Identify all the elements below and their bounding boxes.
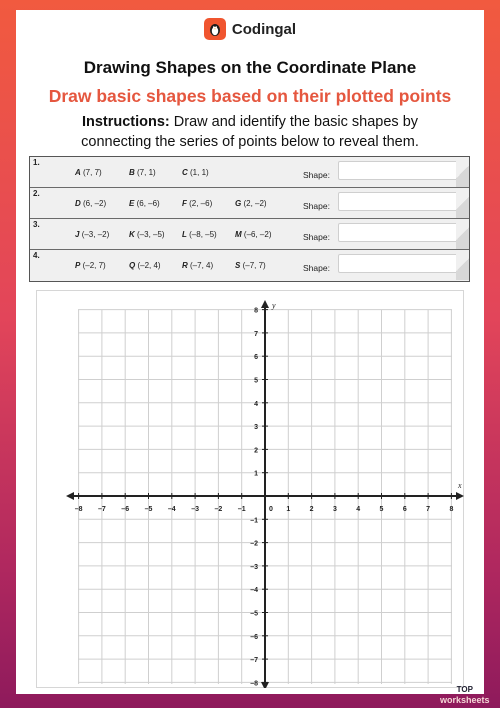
point-label <box>75 168 102 177</box>
point-coords: (–2, 4) <box>137 261 161 270</box>
point-coords: (7, 1) <box>137 168 156 177</box>
y-tick-label: –4 <box>250 587 258 595</box>
instructions-label: Instructions: <box>81 114 170 130</box>
x-tick-label: 0 <box>269 506 273 513</box>
point-label <box>235 199 267 208</box>
shape-label: Shape: <box>303 232 330 242</box>
y-tick-label: –1 <box>250 517 258 525</box>
point-label <box>182 261 213 270</box>
shape-answer-field[interactable] <box>338 223 462 242</box>
y-tick-label: 5 <box>254 377 258 385</box>
shape-answer-field[interactable] <box>338 192 462 211</box>
point-label <box>182 230 217 239</box>
point-name: R <box>182 261 188 270</box>
point-name: L <box>182 230 187 239</box>
topworksheets-logo <box>440 685 490 705</box>
y-tick-label: –2 <box>250 540 258 548</box>
table-row <box>30 188 469 219</box>
instructions-text: Draw and identify the basic shapes by connecting the series of points below to reveal them. <box>81 114 419 150</box>
point-coords: (7, 7) <box>83 168 102 177</box>
point-coords: (2, –6) <box>189 199 213 208</box>
point-name: D <box>75 199 81 208</box>
shape-label: Shape: <box>303 263 330 273</box>
row-number: 2. <box>33 189 40 198</box>
point-name: J <box>75 230 80 239</box>
point-coords: (–7, 7) <box>242 261 266 270</box>
point-name: A <box>75 168 81 177</box>
point-label <box>75 199 106 208</box>
x-tick-label: 7 <box>426 506 431 513</box>
y-tick-label: –3 <box>250 563 258 571</box>
y-tick-label: –8 <box>250 680 258 688</box>
x-tick-label: –7 <box>98 506 106 513</box>
point-label <box>75 230 109 239</box>
table-row <box>30 157 469 188</box>
point-label <box>235 230 271 239</box>
row-corner-decoration <box>456 219 469 249</box>
point-coords: (–6, –2) <box>243 230 272 239</box>
y-tick-label: 2 <box>254 447 258 455</box>
penguin-logo-icon <box>204 18 226 40</box>
row-corner-decoration <box>456 250 469 280</box>
point-label <box>235 261 266 270</box>
shape-answer-field[interactable] <box>338 254 462 273</box>
point-name: B <box>129 168 135 177</box>
x-tick-label: –3 <box>191 506 199 513</box>
x-tick-label: 5 <box>379 506 384 513</box>
y-tick-label: 8 <box>254 307 258 315</box>
brand-name: Codingal <box>231 20 297 38</box>
point-name: F <box>182 199 187 208</box>
point-name: E <box>129 199 135 208</box>
x-tick-label: 4 <box>356 506 361 513</box>
brand-header <box>16 18 484 40</box>
x-tick-label: 2 <box>309 506 314 513</box>
x-tick-label: –1 <box>237 506 246 513</box>
y-tick-label: –5 <box>250 610 258 618</box>
instructions <box>46 112 454 152</box>
point-coords: (–7, 4) <box>190 261 214 270</box>
point-coords: (–8, –5) <box>189 230 217 239</box>
point-name: S <box>235 261 241 270</box>
table-row <box>30 250 469 281</box>
point-coords: (6, –6) <box>136 199 160 208</box>
point-name: Q <box>129 261 136 270</box>
x-axis-label: x <box>458 481 462 490</box>
point-name: P <box>75 261 81 270</box>
point-label <box>129 230 165 239</box>
x-tick-label: 1 <box>286 506 291 513</box>
row-number: 3. <box>33 220 40 229</box>
row-number: 1. <box>33 158 40 167</box>
row-corner-decoration <box>456 188 469 218</box>
point-coords: (–2, 7) <box>82 261 106 270</box>
worksheet-page <box>16 10 484 694</box>
coordinate-grid <box>36 290 464 688</box>
point-coords: (–3, –5) <box>137 230 165 239</box>
points-table <box>29 156 470 282</box>
x-tick-label: 8 <box>449 506 454 513</box>
y-tick-label: 7 <box>254 330 258 338</box>
x-tick-label: –8 <box>74 506 83 513</box>
x-tick-label: 3 <box>332 506 337 513</box>
page-subtitle: Draw basic shapes based on their plotted points <box>48 86 452 106</box>
y-tick-label: –7 <box>250 657 258 665</box>
point-name: K <box>129 230 135 239</box>
shape-answer-field[interactable] <box>338 161 462 180</box>
y-tick-label: 4 <box>254 400 258 408</box>
y-axis-label: y <box>272 301 276 310</box>
footer-worksheets: worksheets <box>440 695 490 705</box>
point-name: G <box>235 199 242 208</box>
graph-frame <box>37 291 464 688</box>
page-title: Drawing Shapes on the Coordinate Plane <box>83 58 417 77</box>
x-tick-label: –5 <box>144 506 153 513</box>
point-coords: (2, –2) <box>243 199 267 208</box>
x-tick-label: –6 <box>121 506 130 513</box>
point-label <box>182 199 212 208</box>
point-label <box>75 261 106 270</box>
point-name: C <box>182 168 188 177</box>
point-coords: (6, –2) <box>83 199 107 208</box>
point-label <box>182 168 209 177</box>
coordinate-plane <box>36 290 464 688</box>
x-tick-label: 6 <box>402 506 407 513</box>
y-tick-label: 6 <box>254 354 258 362</box>
row-number: 4. <box>33 251 40 260</box>
x-tick-label: –2 <box>214 506 223 513</box>
shape-label: Shape: <box>303 170 330 180</box>
point-label <box>129 168 156 177</box>
point-name: M <box>235 230 242 239</box>
y-tick-label: 1 <box>254 470 258 478</box>
y-tick-label: –6 <box>250 633 258 641</box>
point-coords: (–3, –2) <box>81 230 110 239</box>
shape-label: Shape: <box>303 201 330 211</box>
point-label <box>129 199 160 208</box>
x-tick-label: –4 <box>167 506 176 513</box>
row-corner-decoration <box>456 157 469 187</box>
footer-top: TOP <box>456 685 473 694</box>
point-label <box>129 261 161 270</box>
table-row <box>30 219 469 250</box>
y-tick-label: 3 <box>254 424 258 432</box>
point-coords: (1, 1) <box>190 168 209 177</box>
